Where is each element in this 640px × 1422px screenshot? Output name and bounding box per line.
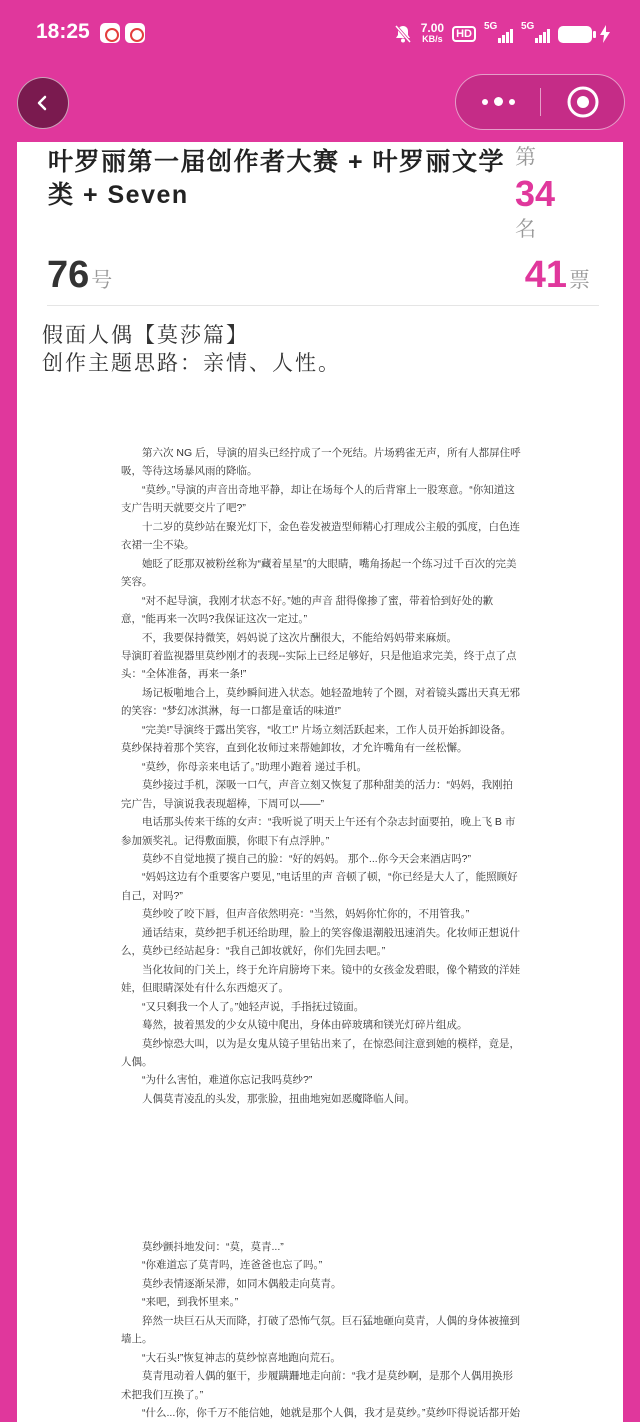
capsule-divider xyxy=(540,88,541,116)
more-button[interactable] xyxy=(456,75,540,128)
signal-sim2-icon xyxy=(521,21,550,43)
document-paragraph: “来吧，到我怀里来。” xyxy=(121,1296,239,1309)
entry-title: 叶罗丽第一届创作者大赛 + 叶罗丽文学类 + Seven xyxy=(48,148,505,209)
status-bar xyxy=(0,0,640,68)
charging-bolt-icon xyxy=(600,25,610,43)
document-paragraph: “完美!”导演终于露出笑容，“收工!” 片场立刻活跃起来，工作人员开始拆卸设备。莫纱保持着那个笑容，直到化妆师过来帮她卸妆，才允许嘴角有一丝松懈。 xyxy=(121,723,512,755)
divider xyxy=(47,305,599,306)
close-button[interactable] xyxy=(542,75,624,128)
document-paragraph: “妈妈这边有个重要客户要见，”电话里的声 音顿了顿，“你已经是大人了，能照顾好自己，对吗?” xyxy=(121,871,518,902)
document-paragraph: “为什么害怕，难道你忘记我吗莫纱?” xyxy=(121,1074,313,1087)
status-time: 18:25 xyxy=(36,20,90,43)
rank-suffix: 名 xyxy=(515,218,536,241)
netease-music-app-icon xyxy=(100,23,120,43)
document-paragraph: “莫纱，你母亲来电话了。”助理小跑着 递过手机。 xyxy=(121,760,368,773)
document-paragraph: “你难道忘了莫青吗，连爸爸也忘了吗。” xyxy=(121,1259,323,1272)
chevron-left-icon xyxy=(34,94,52,112)
document-paragraph: 猝然一块巨石从天而降，打破了恐怖气氛。巨石猛地砸向莫青，人偶的身体被撞到墙上。 xyxy=(121,1314,520,1346)
entry-number xyxy=(47,254,112,297)
vote-count-value: 41 xyxy=(524,254,567,296)
document-paragraph: “什么...你，你千万不能信她，她就是那个人偶，我才是莫纱。”莫纱吓得说话都开始 xyxy=(121,1407,520,1420)
rank-block xyxy=(515,144,575,244)
more-dots-icon-right xyxy=(509,99,515,105)
document-paragraph: 莫纱颤抖地发问：“莫，莫青...” xyxy=(121,1241,284,1253)
entry-description xyxy=(42,322,341,378)
mute-bell-icon xyxy=(393,24,413,44)
back-button[interactable] xyxy=(17,77,69,129)
document-paragraph: 莫纱接过手机，深吸一口气，声音立刻又恢复了那种甜美的活力：“妈妈，我刚拍完广告，导演说我表现超棒，下周可以——” xyxy=(121,779,513,810)
signal-sim1-icon xyxy=(484,21,513,43)
hd-voice-icon: HD xyxy=(452,26,476,42)
document-paragraph: 不，我要保持微笑，妈妈说了这次片酬很大，不能给妈妈带来麻烦。 xyxy=(121,631,457,644)
more-dots-icon xyxy=(482,99,488,105)
document-paragraph: 电话那头传来干练的女声：“我听说了明天上午还有个杂志封面要拍，晚上飞 B 市参加颁奖礼。记得敷面膜，你眼下有点浮肿。” xyxy=(121,816,516,847)
document-paragraph: 第六次 NG 后，导演的眉头已经拧成了一个死结。片场鸦雀无声，所有人都屏住呼吸，等待这场暴风雨的降临。 xyxy=(121,447,521,478)
document-page-1 xyxy=(121,444,521,1108)
document-paragraph: 导演盯着监视器里莫纱刚才的表现--实际上已经足够好，只是他追求完美，终于点了点头：“全体准备，再来一条!” xyxy=(121,649,517,681)
document-paragraph: 莫纱咬了咬下唇，但声音依然明亮：“当然，妈妈你忙你的，不用管我。” xyxy=(121,908,470,921)
entry-description-line1: 假面人偶【莫莎篇】 xyxy=(42,324,249,347)
document-paragraph: 当化妆间的门关上，终于允许肩膀垮下来。镜中的女孩金发碧眼，像个精致的洋娃娃，但眼睛深处有什么东西熄灭了。 xyxy=(121,963,520,995)
document-paragraph: 场记板啪地合上，莫纱瞬间进入状态。她轻盈地转了个圈，对着镜头露出天真无邪的笑容：“梦幻冰淇淋，每一口都是童话的味道!” xyxy=(121,686,520,718)
document-paragraph: 她眨了眨那双被粉丝称为“藏着星星”的大眼睛，嘴角扬起一个练习过千百次的完美笑容。 xyxy=(121,557,517,589)
entry-number-unit: 号 xyxy=(91,269,113,292)
document-paragraph: 莫纱不自觉地摸了摸自己的脸：“好的妈妈。 那个...你今天会来酒店吗?” xyxy=(121,852,472,865)
document-paragraph: 蓦然，披着黑发的少女从镜中爬出，身体由碎玻璃和镁光灯碎片组成。 xyxy=(121,1019,468,1032)
vote-count xyxy=(525,254,590,297)
status-indicators xyxy=(393,20,610,48)
sim1-network-label: 5G xyxy=(484,21,498,32)
document-paragraph: “又只剩我一个人了。”她轻声说，手指抚过镜面。 xyxy=(121,1000,365,1013)
miniapp-capsule xyxy=(455,74,625,130)
document-paragraph: 莫纱惊恐大叫，以为是女鬼从镜子里钻出来了，在惊恐间注意到她的模样，竟是，人偶。 xyxy=(121,1037,520,1068)
document-paragraph: 十二岁的莫纱站在聚光灯下，金色卷发被造型师精心打理成公主般的弧度，白色连衣裙一尘不染。 xyxy=(121,520,520,552)
target-circle-icon xyxy=(566,85,600,119)
document-paragraph: 莫纱表情逐渐呆滞，如同木偶般走向莫青。 xyxy=(121,1277,342,1290)
rank-prefix: 第 xyxy=(515,146,536,169)
document-paragraph: “莫纱。”导演的声音出奇地平静，却让在场每个人的后背窜上一股寒意。“你知道这支广告明天就要交片了吧?” xyxy=(121,483,515,515)
entry-card xyxy=(17,142,623,1422)
app-notification-icon xyxy=(125,23,145,43)
entry-number-value: 76 xyxy=(47,254,90,296)
document-page-2 xyxy=(121,1238,521,1422)
entry-description-line2: 创作主题思路：亲情、人性。 xyxy=(42,352,341,375)
vote-count-unit: 票 xyxy=(569,269,590,292)
document-paragraph: 人偶莫青凌乱的头发，那张脸，扭曲地宛如恶魔降临人间。 xyxy=(121,1092,415,1105)
rank-value: 34 xyxy=(515,173,556,214)
document-paragraph: 莫青甩动着人偶的躯干，步履蹒跚地走向前：“我才是莫纱啊，是那个人偶用换形术把我们互换了。” xyxy=(121,1370,513,1401)
battery-icon xyxy=(558,26,592,43)
sim2-network-label: 5G xyxy=(521,21,535,32)
network-speed-value: 7.00 xyxy=(420,21,445,35)
document-paragraph: “对不起导演，我刚才状态不好。”她的声音 甜得像掺了蜜，带着恰到好处的歉意，“能再来一次吗?我保证这次一定过。” xyxy=(121,594,494,626)
network-speed-unit: KB/s xyxy=(422,34,443,44)
document-paragraph: 通话结束，莫纱把手机还给助理，脸上的笑容像退潮般迅速消失。化妆师正想说什么，莫纱已经站起身：“我自己卸妆就好，你们先回去吧。” xyxy=(121,926,520,958)
document-paragraph: “大石头!”恢复神志的莫纱惊喜地跑向荒石。 xyxy=(121,1351,341,1364)
network-speed xyxy=(421,23,444,45)
more-dots-icon-center xyxy=(494,97,503,106)
